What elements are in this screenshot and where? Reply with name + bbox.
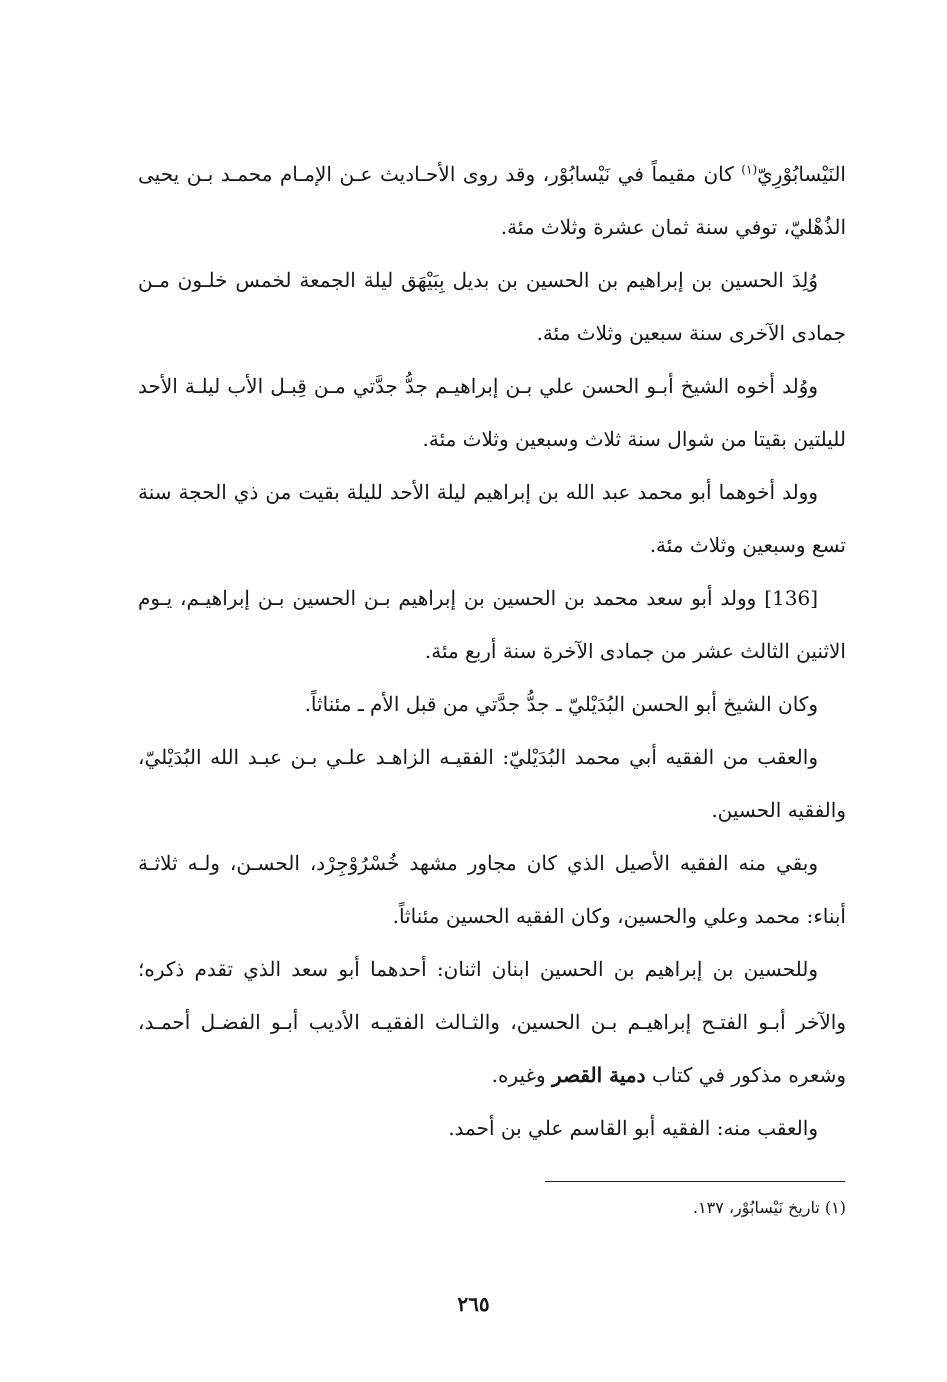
paragraph-5 (138, 572, 846, 678)
paragraph-3: ووُلد أخوه الشيخ أبـو الحسن علي بـن إبراهيـم جدُّ جدَّتي مـن قِبـل الأب ليلـة الأحد لليلتين بقيتا من شوال سنة ثلاث وسبعين وثلاث مئة. (138, 374, 846, 451)
footnote: (١) تاريخ نَيْسابُوْر، ١٣٧. (692, 1198, 846, 1217)
paragraph-1 (138, 148, 846, 254)
paragraph-9 (138, 943, 846, 1102)
main-text (138, 148, 846, 1155)
paragraph-9-post: وغيره. (491, 1063, 553, 1087)
footnote-divider (545, 1181, 845, 1182)
paragraph-7: والعقب من الفقيه أبي محمد البُدَيْليّ: الفقيـه الزاهـد علـي بـن عبـد الله البُدَيْليّ، والفقيه الحسين. (138, 745, 846, 822)
page-marker: [136] (764, 586, 818, 610)
paragraph-2: وُلِدَ الحسين بن إبراهيم بن الحسين بن بديل بِبَيْهَق ليلة الجمعة لخمس خلـون مـن جمادى الآخرى سنة سبعين وثلاث مئة. (138, 268, 846, 345)
paragraph-8: وبقي منه الفقيه الأصيل الذي كان مجاور مشهد خُسْرُوْجِرْد، الحسـن، ولـه ثلاثـة أبناء: محمد وعلي والحسين، وكان الفقيه الحسين مئناثاً. (138, 851, 846, 928)
book-title: دمية القصر (552, 1063, 646, 1087)
paragraph-4: وولد أخوهما أبو محمد عبد الله بن إبراهيم ليلة الأحد لليلة بقيت من ذي الحجة سنة تسع وسبعين وثلاث مئة. (138, 480, 846, 557)
paragraph-6: وكان الشيخ أبو الحسن البُدَيْليّ ـ جدُّ جدَّتي من قبل الأم ـ مئناثاً. (304, 692, 818, 716)
paragraph-1-pre: النَيْسابُوْرِيّ (757, 162, 846, 186)
footnote-reference[interactable]: (١) (741, 162, 758, 177)
paragraph-5-text: وولد أبو سعد محمد بن الحسين بن إبراهيم بـن الحسين بـن إبراهيـم، يـوم الاثنين الثالث عشر من جمادى الآخرة سنة أربع مئة. (138, 586, 846, 663)
paragraph-9-pre: وللحسين بن إبراهيم بن الحسين ابنان اثنان: أحدهما أبو سعد الذي تقدم ذكره؛ والآخر أبـو الفتـح إبراهيـم بـن الحسين، والثـالث الفقيـه الأديب أبـو الفضـل أحمـد، وشعره مذكور في كتاب (138, 957, 846, 1087)
paragraph-1-post: كان مقيماً في نَيْسابُوْر، وقد روى الأحـاديث عـن الإمـام محمـد بـن يحيى الذُهْليّ، توفي سنة ثمان عشرة وثلاث مئة. (138, 162, 846, 239)
page-number: ٢٦٥ (457, 1292, 490, 1316)
paragraph-10: والعقب منه: الفقيه أبو القاسم علي بن أحمد. (448, 1116, 818, 1140)
